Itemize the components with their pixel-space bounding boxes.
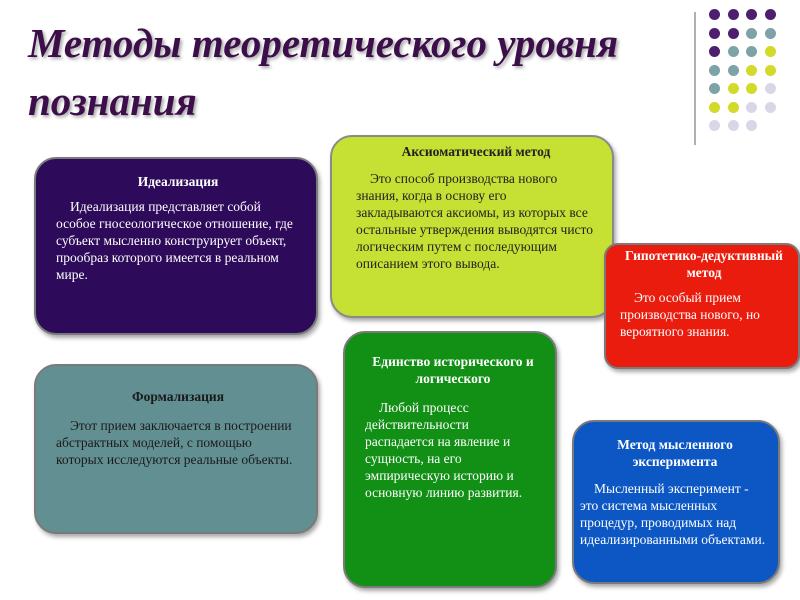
card-hypothetico-deductive-heading: Гипотетико-дедуктивный метод [625, 248, 783, 280]
slide-title: Методы теоретического уровня познания [28, 20, 619, 124]
decorative-dot [765, 102, 776, 113]
decorative-dot [728, 83, 739, 94]
decorative-dot [709, 120, 720, 131]
card-thought-experiment-text: Мысленный эксперимент - это система мысленных процедур, проводимых над идеализированными объектами. [580, 481, 766, 547]
card-hypothetico-deductive-text: Это особый прием производства нового, но вероятного знания. [620, 290, 760, 339]
card-idealization [34, 157, 318, 335]
decorative-divider [694, 12, 696, 145]
decorative-dot-grid [704, 6, 794, 136]
decorative-dot [709, 102, 720, 113]
card-formalization-text: Этот прием заключается в построении абстрактных моделей, с помощью которых исследуются реальные объекты. [56, 418, 293, 467]
card-axiomatic-method-heading: Аксиоматический метод [401, 144, 551, 159]
decorative-dot [728, 9, 739, 20]
decorative-dot [709, 28, 720, 39]
decorative-dot [709, 46, 720, 57]
decorative-dot [746, 46, 757, 57]
decorative-dot [709, 65, 720, 76]
decorative-dot [765, 9, 776, 20]
card-thought-experiment [572, 420, 780, 584]
card-idealization-text: Идеализация представляет собой особое гносеологическое отношение, где субъект мысленно конструирует объект, прообраз которого имеется в реальном мире. [56, 199, 293, 282]
decorative-dot [728, 28, 739, 39]
decorative-dot [765, 65, 776, 76]
decorative-dot [746, 9, 757, 20]
decorative-dot [746, 83, 757, 94]
card-axiomatic-method-text: Это способ производства нового знания, когда в основу его закладываются аксиомы, из которых все остальные утверждения выводятся чисто логическим путем с последующим описанием этого вывода. [356, 171, 594, 271]
decorative-dot [765, 28, 776, 39]
card-hypothetico-deductive [604, 243, 800, 369]
decorative-dot [765, 46, 776, 57]
decorative-dot [709, 83, 720, 94]
decorative-dot [728, 46, 739, 57]
card-idealization-heading: Идеализация [137, 174, 219, 189]
decorative-dot [746, 65, 757, 76]
decorative-dot [746, 28, 757, 39]
decorative-dot [728, 65, 739, 76]
card-historical-logical [343, 331, 557, 588]
decorative-dot [765, 83, 776, 94]
decorative-dot [746, 102, 757, 113]
card-historical-logical-text: Любой процесс действительности распадается на явление и сущность, на его эмпирическую историю и основную линию развития. [365, 400, 523, 500]
decorative-dot [709, 9, 720, 20]
card-historical-logical-heading: Единство исторического и логического [372, 354, 534, 386]
card-formalization-heading: Формализация [131, 389, 224, 404]
card-thought-experiment-heading: Метод мысленного эксперимента [617, 437, 733, 469]
card-formalization [34, 364, 318, 534]
decorative-dot [728, 102, 739, 113]
decorative-dot [746, 120, 757, 131]
card-axiomatic-method [330, 135, 614, 318]
decorative-dot [728, 120, 739, 131]
